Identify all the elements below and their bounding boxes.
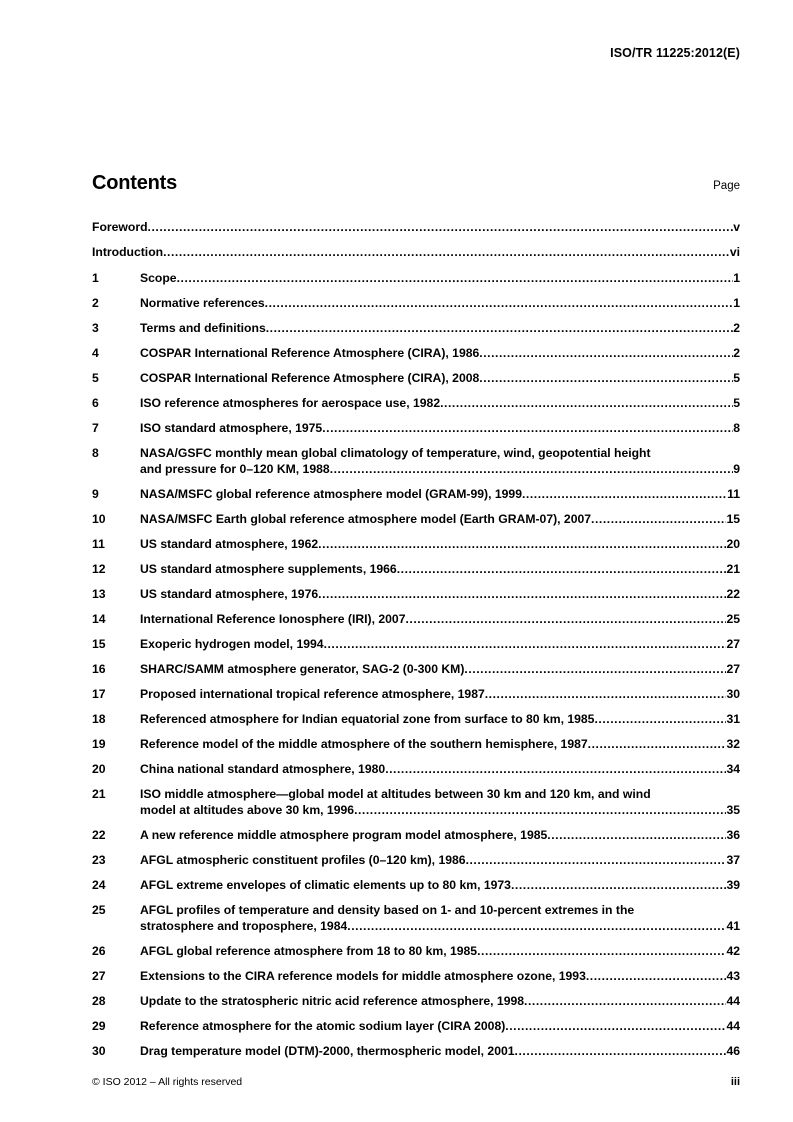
toc-entry-number: 18 xyxy=(92,712,106,727)
toc-entry-number: 23 xyxy=(92,853,106,868)
toc-entry-page-number: 8 xyxy=(733,420,740,435)
toc-entry-body xyxy=(140,537,740,553)
toc-entry-body xyxy=(92,245,740,261)
toc-entry-number: 24 xyxy=(92,878,106,893)
toc-entry-body xyxy=(140,487,740,503)
toc-entry-line xyxy=(140,487,740,503)
toc-entry-clause-13[interactable] xyxy=(92,587,740,603)
toc-leader-dots xyxy=(479,349,733,361)
toc-leader-dots xyxy=(177,274,734,286)
toc-entry-page-number: 46 xyxy=(726,1044,740,1059)
toc-entry-title: NASA/MSFC Earth global reference atmosphere model (Earth GRAM-07), 2007 xyxy=(140,511,592,526)
toc-entry-number: 8 xyxy=(92,445,99,460)
toc-entry-clause-11[interactable] xyxy=(92,537,740,553)
toc-leader-dots xyxy=(266,324,733,336)
toc-entry-number: 12 xyxy=(92,561,106,576)
toc-entry-body xyxy=(140,421,740,437)
toc-entry-number: 4 xyxy=(92,345,99,360)
toc-leader-dots xyxy=(397,566,727,578)
toc-leader-dots xyxy=(440,399,733,411)
toc-entry-line xyxy=(140,321,740,337)
toc-entry-page-number: 41 xyxy=(726,919,740,934)
toc-entry-title: Exoperic hydrogen model, 1994 xyxy=(140,637,324,652)
toc-leader-dots xyxy=(148,224,734,236)
toc-entry-clause-7[interactable] xyxy=(92,421,740,437)
toc-entry-page-number: 42 xyxy=(726,944,740,959)
toc-entry-line xyxy=(140,712,740,728)
toc-entry-title: Reference model of the middle atmosphere of the southern hemisphere, 1987 xyxy=(140,737,588,752)
toc-entry-line xyxy=(140,878,740,894)
toc-entry-line xyxy=(140,853,740,869)
toc-entry-body xyxy=(140,1019,740,1035)
toc-entry-title-line1: AFGL profiles of temperature and density based on 1- and 10-percent extremes in the xyxy=(140,903,635,918)
toc-leader-dots xyxy=(324,641,727,653)
toc-entry-title: Foreword xyxy=(92,220,148,234)
toc-entry-title: International Reference Ionosphere (IRI), 2007 xyxy=(140,611,406,626)
toc-entry-number: 19 xyxy=(92,737,106,752)
toc-entry-line xyxy=(140,994,740,1010)
toc-entry-number: 20 xyxy=(92,762,106,777)
toc-entry-number: 29 xyxy=(92,1019,106,1034)
toc-entry-line xyxy=(140,296,740,312)
toc-entry-clause-4[interactable] xyxy=(92,346,740,362)
toc-entry-line xyxy=(140,271,740,287)
toc-leader-dots xyxy=(322,424,733,436)
toc-entry-clause-12[interactable] xyxy=(92,562,740,578)
toc-entry-line xyxy=(140,462,740,478)
toc-entry-clause-17[interactable] xyxy=(92,687,740,703)
toc-entry-body xyxy=(140,853,740,869)
toc-leader-dots xyxy=(591,515,726,527)
toc-entry-clause-21[interactable] xyxy=(92,787,740,819)
toc-entry-page-number: 44 xyxy=(726,1019,740,1034)
toc-entry-clause-1[interactable] xyxy=(92,271,740,287)
toc-entry-title: ISO reference atmospheres for aerospace use, 1982 xyxy=(140,395,441,410)
toc-entry-line xyxy=(140,537,740,553)
toc-entry-number: 11 xyxy=(92,536,105,551)
toc-entry-title: US standard atmosphere, 1976 xyxy=(140,586,319,601)
toc-entry-title: Reference atmosphere for the atomic sodium layer (CIRA 2008) xyxy=(140,1019,506,1034)
toc-entry-body xyxy=(140,712,740,728)
toc-entry-body xyxy=(140,637,740,653)
toc-entry-page-number: vi xyxy=(729,245,740,260)
toc-entry-line xyxy=(140,346,740,362)
toc-entry-clause-2[interactable] xyxy=(92,296,740,312)
toc-entry-number: 17 xyxy=(92,687,106,702)
toc-entry-clause-6[interactable] xyxy=(92,396,740,412)
toc-entry-body xyxy=(140,969,740,985)
toc-entry-number: 5 xyxy=(92,370,99,385)
toc-entry-line xyxy=(140,562,740,578)
toc-leader-dots xyxy=(477,948,726,960)
toc-entry-line xyxy=(140,944,740,960)
toc-entry-page-number: 1 xyxy=(733,295,740,310)
toc-leader-dots xyxy=(485,691,727,703)
toc-entry-body xyxy=(140,944,740,960)
document-footer xyxy=(92,1076,740,1088)
toc-leader-dots xyxy=(354,807,726,819)
toc-entry-title: Proposed international tropical reference atmosphere, 1987 xyxy=(140,687,485,702)
toc-leader-dots xyxy=(330,465,734,477)
toc-entry-clause-5[interactable] xyxy=(92,371,740,387)
toc-entry-body xyxy=(140,562,740,578)
toc-entry-title: A new reference middle atmosphere program model atmosphere, 1985 xyxy=(140,828,548,843)
toc-entry-clause-10[interactable] xyxy=(92,512,740,528)
toc-entry-line xyxy=(140,396,740,412)
toc-entry-number: 28 xyxy=(92,994,106,1009)
toc-entry-body xyxy=(140,396,740,412)
toc-entry-body xyxy=(140,878,740,894)
toc-entry-title: US standard atmosphere supplements, 1966 xyxy=(140,561,397,576)
toc-entry-clause-15[interactable] xyxy=(92,637,740,653)
toc-entry-page-number: 43 xyxy=(726,969,740,984)
toc-entry-page-number: 30 xyxy=(726,687,740,702)
toc-entry-clause-25[interactable] xyxy=(92,903,740,935)
document-header-reference: ISO/TR 11225:2012(E) xyxy=(610,46,740,60)
toc-entry-line xyxy=(140,828,740,844)
toc-leader-dots xyxy=(347,923,726,935)
toc-entry-page-number: 5 xyxy=(733,370,740,385)
toc-entry-number: 22 xyxy=(92,828,106,843)
toc-entry-title: and pressure for 0–120 KM, 1988 xyxy=(140,461,330,476)
toc-entry-clause-9[interactable] xyxy=(92,487,740,503)
toc-entry-title: NASA/MSFC global reference atmosphere model (GRAM-99), 1999 xyxy=(140,486,522,501)
toc-entry-clause-28[interactable] xyxy=(92,994,740,1010)
toc-entry-line xyxy=(92,245,740,261)
toc-entry-page-number: 35 xyxy=(726,803,740,818)
toc-entry-clause-14[interactable] xyxy=(92,612,740,628)
toc-leader-dots xyxy=(515,1048,727,1060)
toc-entry-title: US standard atmosphere, 1962 xyxy=(140,536,319,551)
toc-entry-page-number: 39 xyxy=(726,878,740,893)
toc-entry-line xyxy=(140,371,740,387)
toc-entry-page-number: 11 xyxy=(727,486,740,501)
toc-entry-line xyxy=(140,637,740,653)
toc-leader-dots xyxy=(479,374,733,386)
toc-entry-body xyxy=(140,612,740,628)
toc-entry-line xyxy=(140,587,740,603)
toc-entry-page-number: 27 xyxy=(726,662,740,677)
toc-leader-dots xyxy=(594,716,726,728)
table-of-contents xyxy=(92,220,740,1069)
toc-entry-page-number: 34 xyxy=(726,762,740,777)
footer-page-number: iii xyxy=(730,1076,740,1088)
toc-entry-clause-18[interactable] xyxy=(92,712,740,728)
page-title: Contents xyxy=(92,172,178,194)
toc-entry-body xyxy=(140,687,740,703)
toc-entry-line xyxy=(140,969,740,985)
toc-entry-title: Drag temperature model (DTM)-2000, thermospheric model, 2001 xyxy=(140,1044,515,1059)
toc-entry-body xyxy=(140,296,740,312)
toc-leader-dots xyxy=(265,299,734,311)
toc-entry-title: stratosphere and troposphere, 1984 xyxy=(140,919,348,934)
toc-entry-clause-23[interactable] xyxy=(92,853,740,869)
toc-entry-page-number: 22 xyxy=(726,586,740,601)
toc-entry-clause-24[interactable] xyxy=(92,878,740,894)
toc-entry-body xyxy=(140,346,740,362)
toc-entry-number: 27 xyxy=(92,969,106,984)
toc-entry-number: 15 xyxy=(92,637,106,652)
toc-entry-body xyxy=(140,903,740,935)
toc-entry-number: 14 xyxy=(92,611,106,626)
toc-leader-dots xyxy=(318,591,726,603)
toc-entry-number: 2 xyxy=(92,295,99,310)
toc-entry-clause-3[interactable] xyxy=(92,321,740,337)
toc-entry-title: Referenced atmosphere for Indian equatorial zone from surface to 80 km, 1985 xyxy=(140,712,595,727)
toc-entry-clause-19[interactable] xyxy=(92,737,740,753)
toc-entry-body xyxy=(140,762,740,778)
toc-entry-body xyxy=(140,828,740,844)
toc-entry-line xyxy=(92,220,740,236)
toc-entry-page-number: v xyxy=(733,220,740,234)
toc-entry-title: AFGL atmospheric constituent profiles (0–120 km), 1986 xyxy=(140,853,466,868)
toc-entry-line xyxy=(140,1019,740,1035)
toc-entry-title: Terms and definitions xyxy=(140,320,266,335)
toc-entry-number: 26 xyxy=(92,944,106,959)
toc-entry-line xyxy=(140,687,740,703)
toc-leader-dots xyxy=(406,616,727,628)
toc-entry-number: 10 xyxy=(92,511,106,526)
toc-entry-line xyxy=(140,919,740,935)
toc-entry-line xyxy=(140,803,740,819)
toc-entry-clause-16[interactable] xyxy=(92,662,740,678)
toc-entry-body xyxy=(140,512,740,528)
toc-entry-number: 7 xyxy=(92,420,99,435)
toc-entry-line xyxy=(140,762,740,778)
toc-leader-dots xyxy=(547,832,726,844)
toc-entry-page-number: 21 xyxy=(726,561,740,576)
toc-entry-body xyxy=(140,1044,740,1060)
toc-leader-dots xyxy=(318,541,726,553)
toc-entry-title: model at altitudes above 30 km, 1996 xyxy=(140,803,355,818)
toc-entry-clause-30[interactable] xyxy=(92,1044,740,1060)
toc-entry-page-number: 32 xyxy=(726,737,740,752)
toc-leader-dots xyxy=(524,998,726,1010)
toc-leader-dots xyxy=(505,1023,726,1035)
toc-leader-dots xyxy=(588,741,727,753)
toc-entry-page-number: 9 xyxy=(733,461,740,476)
toc-leader-dots xyxy=(466,857,727,869)
toc-entry-page-number: 15 xyxy=(726,511,740,526)
toc-entry-title: AFGL extreme envelopes of climatic elements up to 80 km, 1973 xyxy=(140,878,511,893)
toc-entry-introduction[interactable] xyxy=(92,245,740,261)
toc-entry-line xyxy=(140,737,740,753)
toc-entry-line xyxy=(140,612,740,628)
toc-entry-title: Introduction xyxy=(92,245,164,260)
toc-entry-number: 9 xyxy=(92,486,99,501)
toc-entry-title: SHARC/SAMM atmosphere generator, SAG-2 (0-300 KM) xyxy=(140,662,465,677)
toc-entry-clause-20[interactable] xyxy=(92,762,740,778)
toc-entry-body xyxy=(140,662,740,678)
toc-entry-page-number: 44 xyxy=(726,994,740,1009)
contents-title-row xyxy=(92,172,740,195)
toc-entry-title: ISO standard atmosphere, 1975 xyxy=(140,420,323,435)
toc-entry-title-line1: NASA/GSFC monthly mean global climatology of temperature, wind, geopotential height xyxy=(140,445,651,460)
toc-entry-body xyxy=(140,787,740,819)
toc-entry-page-number: 27 xyxy=(726,637,740,652)
toc-entry-page-number: 2 xyxy=(733,345,740,360)
toc-entry-number: 3 xyxy=(92,320,99,335)
toc-entry-line xyxy=(140,421,740,437)
toc-leader-dots xyxy=(522,490,727,502)
toc-entry-number: 25 xyxy=(92,903,106,918)
toc-entry-number: 30 xyxy=(92,1044,106,1059)
toc-entry-clause-8[interactable] xyxy=(92,446,740,478)
toc-entry-title: Normative references xyxy=(140,295,265,310)
toc-entry-number: 21 xyxy=(92,787,106,802)
toc-entry-title: China national standard atmosphere, 1980 xyxy=(140,762,386,777)
toc-entry-page-number: 36 xyxy=(726,828,740,843)
toc-leader-dots xyxy=(586,973,727,985)
toc-entry-title: Scope xyxy=(140,270,177,285)
toc-entry-number: 13 xyxy=(92,586,106,601)
toc-entry-body xyxy=(140,994,740,1010)
toc-entry-page-number: 1 xyxy=(733,270,740,285)
toc-entry-title-line1: ISO middle atmosphere—global model at altitudes between 30 km and 120 km, and wind xyxy=(140,787,651,802)
toc-entry-clause-27[interactable] xyxy=(92,969,740,985)
toc-entry-clause-22[interactable] xyxy=(92,828,740,844)
toc-leader-dots xyxy=(163,249,730,261)
toc-entry-page-number: 5 xyxy=(733,395,740,410)
toc-entry-title: Extensions to the CIRA reference models for middle atmosphere ozone, 1993 xyxy=(140,969,586,984)
toc-entry-title: COSPAR International Reference Atmosphere (CIRA), 1986 xyxy=(140,345,480,360)
toc-entry-title: Update to the stratospheric nitric acid reference atmosphere, 1998 xyxy=(140,994,525,1009)
toc-entry-body xyxy=(140,271,740,287)
toc-entry-line xyxy=(140,662,740,678)
toc-entry-body xyxy=(140,371,740,387)
toc-entry-body xyxy=(140,321,740,337)
toc-entry-foreword[interactable] xyxy=(92,220,740,236)
toc-entry-page-number: 25 xyxy=(726,611,740,626)
toc-entry-page-number: 20 xyxy=(726,536,740,551)
page-column-label: Page xyxy=(713,180,740,192)
toc-entry-body xyxy=(140,737,740,753)
toc-entry-number: 16 xyxy=(92,662,106,677)
toc-entry-page-number: 31 xyxy=(726,712,740,727)
toc-entry-line xyxy=(140,512,740,528)
toc-entry-page-number: 2 xyxy=(733,320,740,335)
toc-entry-title: AFGL global reference atmosphere from 18 to 80 km, 1985 xyxy=(140,944,478,959)
toc-entry-clause-26[interactable] xyxy=(92,944,740,960)
toc-entry-number: 6 xyxy=(92,395,99,410)
toc-entry-title: COSPAR International Reference Atmosphere (CIRA), 2008 xyxy=(140,370,480,385)
toc-entry-body xyxy=(92,220,740,236)
toc-entry-page-number: 37 xyxy=(726,853,740,868)
toc-entry-body xyxy=(140,446,740,478)
toc-leader-dots xyxy=(511,882,726,894)
toc-leader-dots xyxy=(464,666,726,678)
toc-entry-number: 1 xyxy=(92,270,99,285)
copyright-notice: © ISO 2012 – All rights reserved xyxy=(92,1076,243,1088)
toc-leader-dots xyxy=(385,766,726,778)
toc-entry-clause-29[interactable] xyxy=(92,1019,740,1035)
toc-entry-line xyxy=(140,1044,740,1060)
toc-entry-body xyxy=(140,587,740,603)
